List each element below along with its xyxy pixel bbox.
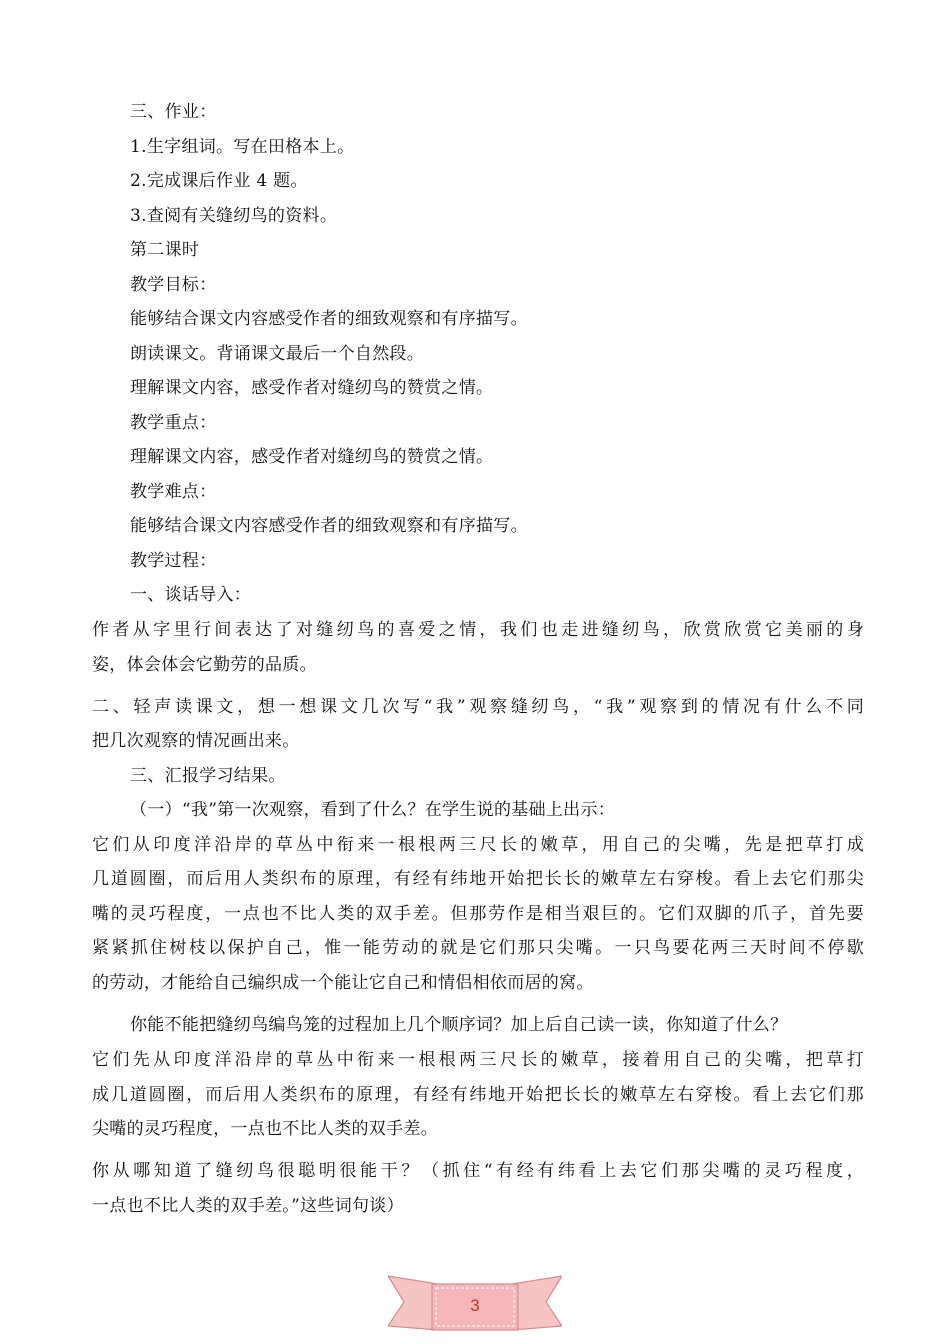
paragraph-line: 紧紧抓住树枝以保护自己，惟一能劳动的就是它们那只尖嘴。一只鸟要花两三天时间不停歇 [92,938,864,958]
difficulty-heading: 教学难点： [130,482,217,502]
page-number-ribbon [388,1268,562,1338]
question-line: 你能不能把缝纫鸟编鸟笼的过程加上几个顺序词？加上后自己读一读，你知道了什么？ [130,1015,788,1035]
homework-item-2: 2.完成课后作业 4 题。 [130,171,308,191]
paragraph-line: 一点也不比人类的双手差。”这些词句谈） [92,1196,404,1216]
goal-3: 理解课文内容，感受作者对缝纫鸟的赞赏之情。 [130,378,494,398]
homework-item-1: 1.生字组词。写在田格本上。 [130,137,355,157]
teaching-goals-heading: 教学目标： [130,275,217,295]
step-one-heading: 一、谈话导入： [130,585,252,605]
difficulty-point: 能够结合课文内容感受作者的细致观察和有序描写。 [130,516,528,536]
observation-one-question: （一）“我”第一次观察，看到了什么？在学生说的基础上出示： [130,800,616,820]
paragraph-line: 它们从印度洋沿岸的草丛中衔来一根根两三尺长的嫩草，用自己的尖嘴，先是把草打成 [92,835,864,855]
process-heading: 教学过程： [130,551,217,571]
paragraph-line: 二、轻声读课文，想一想课文几次写“我”观察缝纫鸟，“我”观察到的情况有什么不同 [92,697,864,717]
paragraph-line: 的劳动，才能给自己编织成一个能让它自己和情侣相依而居的窝。 [92,973,594,993]
key-points-heading: 教学重点： [130,413,217,433]
page-number: 3 [470,1296,480,1315]
paragraph-line: 你从哪知道了缝纫鸟很聪明很能干？（抓住“有经有纬看上去它们那尖嘴的灵巧程度， [92,1161,864,1181]
heading-homework: 三、作业： [130,102,217,122]
paragraph-line: 尖嘴的灵巧程度，一点也不比人类的双手差。 [92,1119,438,1139]
paragraph-line: 作者从字里行间表达了对缝纫鸟的喜爱之情，我们也走进缝纫鸟，欣赏欣赏它美丽的身 [92,620,864,640]
paragraph-line: 嘴的灵巧程度，一点也不比人类的双手差。但那劳作是相当艰巨的。它们双脚的爪子，首先要 [92,904,864,924]
goal-2: 朗读课文。背诵课文最后一个自然段。 [130,344,425,364]
lesson-two-heading: 第二课时 [130,240,200,260]
paragraph-line: 把几次观察的情况画出来。 [92,731,300,751]
step-three-heading: 三、汇报学习结果。 [130,766,286,786]
paragraph-line: 几道圆圈，而后用人类织布的原理，有经有纬地开始把长长的嫩草左右穿梭。看上去它们那尖 [92,869,864,889]
paragraph-line: 姿，体会体会它勤劳的品质。 [92,655,317,675]
goal-1: 能够结合课文内容感受作者的细致观察和有序描写。 [130,309,528,329]
homework-item-3: 3.查阅有关缝纫鸟的资料。 [130,206,338,226]
key-point: 理解课文内容，感受作者对缝纫鸟的赞赏之情。 [130,447,494,467]
paragraph-line: 它们先从印度洋沿岸的草丛中衔来一根根两三尺长的嫩草，接着用自己的尖嘴，把草打 [92,1050,864,1070]
paragraph-line: 成几道圆圈，而后用人类织布的原理，有经有纬地开始把长长的嫩草左右穿梭。看上去它们那 [92,1085,864,1105]
